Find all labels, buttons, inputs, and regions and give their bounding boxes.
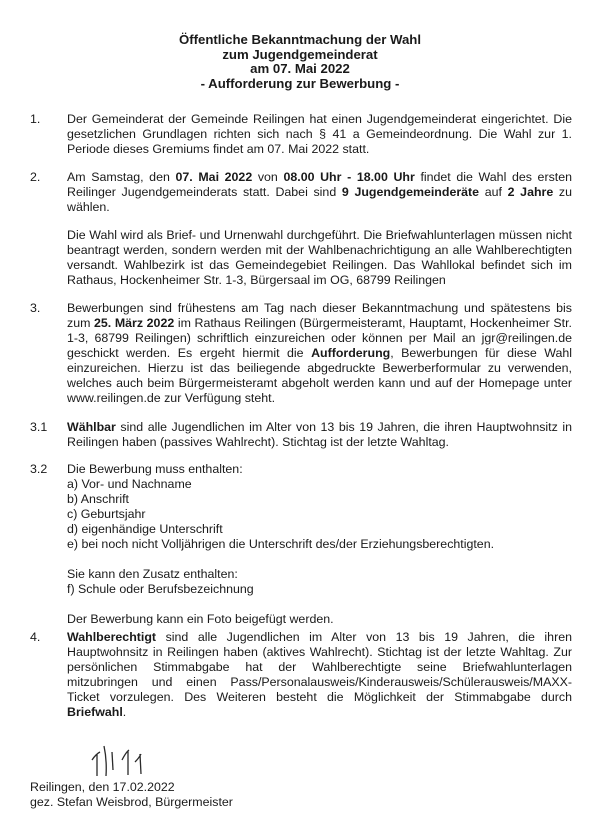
requirement-item: a) Vor- und Nachname — [67, 477, 192, 491]
photo-note: Der Bewerbung kann ein Foto beigefügt werden. — [67, 612, 334, 626]
section-3-2-body — [67, 462, 572, 627]
section-2-paragraph-2: Die Wahl wird als Brief- und Urnenwahl durchgeführt. Die Briefwahlunterlagen müssen nicht beantragt werden, sondern werden mit der Wahlbenachrichtigung an alle Wahlberechtigten versandt. Wahlbezirk ist das Gemeindegebiet Reilingen. Das Wahllokal befindet sich im Rathaus, Hockenheimer Str. 1-3, Bürgersaal im OG, 68799 Reilingen — [67, 228, 572, 287]
bold-run: 25. März 2022 — [94, 316, 175, 330]
section-2-paragraph-1 — [67, 170, 572, 215]
section-number: 4. — [30, 630, 41, 644]
requirements-intro: Die Bewerbung muss enthalten: — [67, 462, 243, 476]
section-3-text — [67, 301, 572, 406]
requirement-item: e) bei noch nicht Volljährigen die Unterschrift des/der Erziehungsberechtigten. — [67, 537, 495, 551]
text-run: im Rathaus Reilingen (Bürgermeisteramt, Hauptamt, Hockenheimer Str. 1-3, 68799 Reilingen) schriftlich einzureichen oder können per Mail an jgr@reilingen.de geschickt werden. Es ergeht hiermit die — [67, 316, 572, 360]
section-number: 3.1 — [30, 420, 48, 434]
text-run: findet die Wahl des ersten Reilinger Jugendgemeinderats statt. Dabei sind — [67, 170, 572, 199]
document-title — [0, 33, 600, 91]
text-run: auf — [479, 185, 508, 199]
closing-block — [30, 780, 233, 810]
bold-run: Wahlberechtigt — [67, 630, 157, 644]
section-3-1-text — [67, 420, 572, 450]
bold-run: Wählbar — [67, 420, 116, 434]
signatory: gez. Stefan Weisbrod, Bürgermeister — [30, 795, 233, 809]
section-number: 1. — [30, 112, 41, 126]
title-line-2: zum Jugendgemeinderat — [222, 46, 378, 62]
title-line-1: Öffentliche Bekanntmachung der Wahl — [178, 32, 422, 47]
optional-intro: Sie kann den Zusatz enthalten: — [67, 567, 238, 581]
text-run: sind alle Jugendlichen im Alter von 13 bis 19 Jahren, die ihren Hauptwohnsitz in Reilingen haben (passives Wahlrecht). Stichtag ist der letzte Wahltag. — [67, 420, 572, 449]
bold-run: 9 Jugendgemeinderäte — [341, 185, 480, 199]
requirement-item: c) Geburtsjahr — [67, 507, 146, 521]
bold-run: 07. Mai 2022 — [175, 170, 253, 184]
bold-run: Aufforderung — [311, 346, 391, 360]
section-number: 2. — [30, 170, 41, 184]
section-4-text — [67, 630, 572, 720]
text-run: Bewerbungen sind frühestens am Tag nach dieser Bekanntmachung und spätestens bis zum — [67, 301, 572, 330]
requirement-item: d) eigenhändige Unterschrift — [67, 522, 223, 536]
text-run: von — [252, 170, 284, 184]
section-1-text: Der Gemeinderat der Gemeinde Reilingen hat einen Jugendgemeinderat eingerichtet. Die gesetzlichen Grundlagen richten sich nach § 41 a Gemeindeordnung. Die Wahl zur 1. Periode dieses Gremiums findet am 07. Mai 2022 statt. — [67, 112, 572, 156]
text-run: sind alle Jugendlichen im Alter von 13 bis 19 Jahren, die ihren Hauptwohnsitz in Reilingen haben (aktives Wahlrecht). Stichtag ist der letzte Wahltag. Zur persönlichen Stimmabgabe hat der Wahlberechtigte seine Briefwahlunterlagen mitzubringen und einen Pass/Personalausweis/Kinderausweis/Schülerausweis/MAXX-Ticket vorzulegen. Des Weiteren besteht die Möglichkeit der Stimmabgabe durch — [67, 630, 572, 704]
title-line-4: - Aufforderung zur Bewerbung - — [200, 75, 400, 91]
requirement-item: b) Anschrift — [67, 492, 129, 506]
title-line-3: am 07. Mai 2022 — [250, 61, 350, 77]
text-run: , Bewerbungen für diese Wahl einzureichen. Hierzu ist das beiliegende abgedruckte Bewerberformular zu verwenden, welches auch beim Bürgermeisteramt abgeholt werden kann und auf der Homepage unter www.reilingen.de zur Verfügung steht. — [67, 346, 572, 405]
text-run: zu wählen. — [67, 185, 572, 214]
text-run: Am Samstag, den — [67, 170, 176, 184]
bold-run: 2 Jahre — [507, 185, 554, 199]
bold-run: 08.00 Uhr - 18.00 Uhr — [283, 170, 415, 184]
optional-item: f) Schule oder Berufsbezeichnung — [67, 582, 254, 596]
text-run: . — [122, 705, 127, 719]
bold-run: Briefwahl — [67, 705, 123, 719]
handwritten-signature — [88, 742, 168, 782]
section-number: 3.2 — [30, 462, 48, 476]
section-number: 3. — [30, 301, 41, 315]
place-date: Reilingen, den 17.02.2022 — [30, 780, 175, 794]
